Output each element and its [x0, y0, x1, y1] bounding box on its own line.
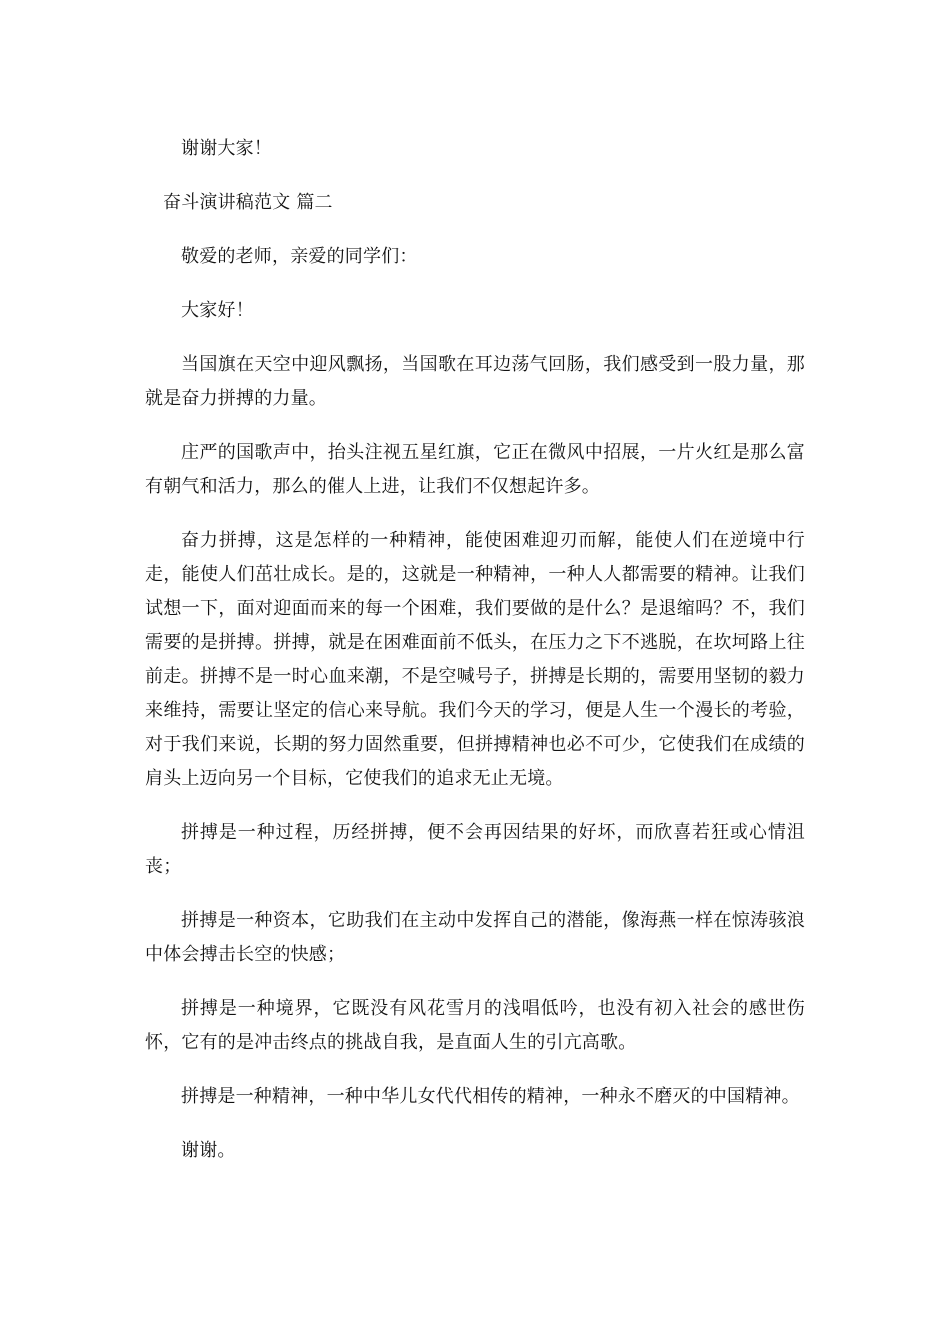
paragraph-process: 拼搏是一种过程，历经拼搏，便不会再因结果的好坏，而欣喜若狂或心情沮丧； — [145, 822, 805, 877]
greeting: 大家好！ — [181, 300, 254, 321]
section-heading: 奋斗演讲稿范文 篇二 — [163, 192, 333, 213]
final-thanks: 谢谢。 — [181, 1140, 236, 1161]
salutation: 敬爱的老师，亲爱的同学们： — [181, 246, 418, 267]
paragraph-realm: 拼搏是一种境界，它既没有风花雪月的浅唱低吟，也没有初入社会的感世伤怀，它有的是冲击终点的挑战自我，是直面人生的引亢高歌。 — [145, 998, 805, 1053]
document-body — [145, 132, 805, 1168]
paragraph-spirit: 奋力拼搏，这是怎样的一种精神，能使困难迎刃而解，能使人们在逆境中行走，能使人们茁壮成长。是的，这就是一种精神，一种人人都需要的精神。让我们试想一下，面对迎面而来的每一个困难，我们要做的是什么？是退缩吗？不，我们需要的是拼搏。拼搏，就是在困难面前不低头，在压力之下不逃脱，在坎坷路上往前走。拼搏不是一时心血来潮，不是空喊号子，拼搏是长期的，需要用坚韧的毅力来维持，需要让坚定的信心来导航。我们今天的学习，便是人生一个漫长的考验，对于我们来说，长期的努力固然重要，但拼搏精神也必不可少，它使我们在成绩的肩头上迈向另一个目标，它使我们的追求无止无境。 — [145, 530, 805, 789]
closing-thanks: 谢谢大家！ — [181, 138, 272, 159]
paragraph-capital: 拼搏是一种资本，它助我们在主动中发挥自己的潜能，像海燕一样在惊涛骇浪中体会搏击长空的快感； — [145, 910, 805, 965]
paragraph-red-flag: 庄严的国歌声中，抬头注视五星红旗，它正在微风中招展，一片火红是那么富有朝气和活力，那么的催人上进，让我们不仅想起许多。 — [145, 442, 805, 497]
paragraph-chinese-spirit: 拼搏是一种精神，一种中华儿女代代相传的精神，一种永不磨灭的中国精神。 — [181, 1086, 800, 1107]
paragraph-flag-anthem: 当国旗在天空中迎风飘扬，当国歌在耳边荡气回肠，我们感受到一股力量，那就是奋力拼搏的力量。 — [145, 354, 805, 409]
